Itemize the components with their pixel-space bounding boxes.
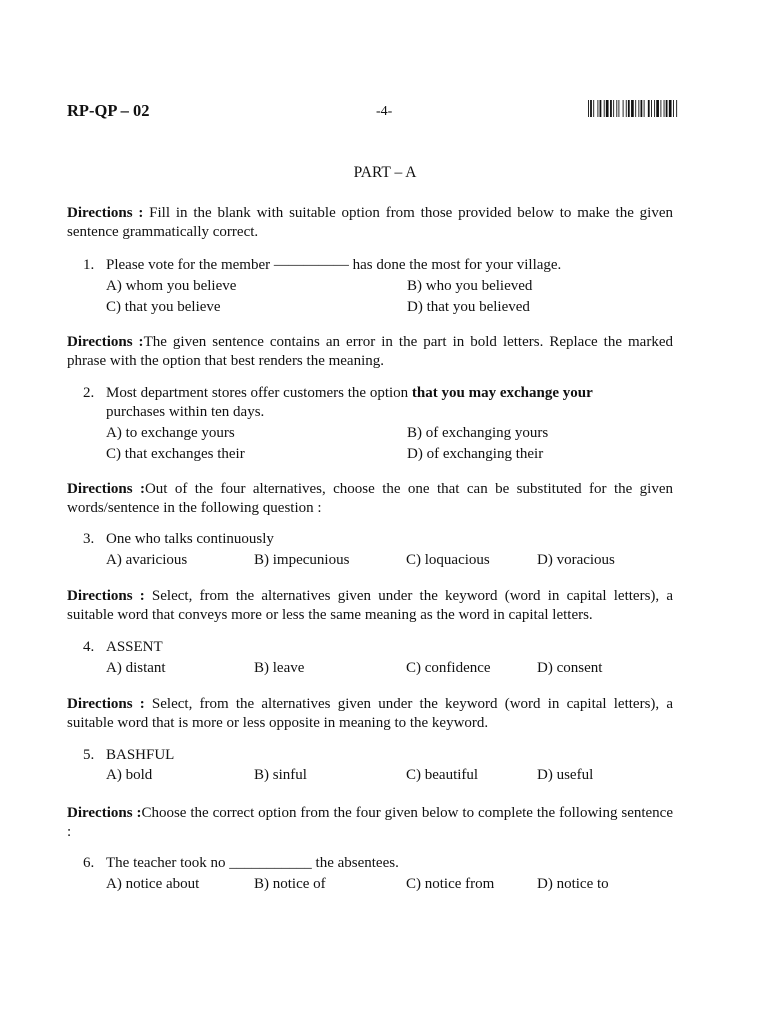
section-1 [67, 204, 673, 242]
option-b[interactable]: B) of exchanging yours [407, 425, 549, 441]
barcode-bar [588, 100, 589, 117]
barcode-bar [628, 100, 630, 117]
barcode-bar [610, 100, 612, 117]
barcode-bar [600, 100, 602, 117]
barcode-bar [669, 100, 672, 117]
option-b[interactable]: B) who you believed [407, 278, 533, 294]
barcode-bar [618, 100, 619, 117]
barcode-bar [654, 100, 655, 117]
question-text: ASSENT [106, 639, 163, 655]
question-text: Most department stores offer customers the option that you may exchange your [106, 385, 593, 401]
barcode-bar [660, 100, 661, 117]
question-number: 5. [83, 747, 95, 763]
section-4 [67, 587, 673, 625]
question-2 [67, 384, 673, 465]
part-title: PART – A [353, 164, 417, 181]
barcode-bar [613, 100, 614, 117]
directions-2: Directions :The given sentence contains an error in the part in bold letters. Replace the marked phrase with the option that best renders the meaning. [67, 334, 673, 369]
barcode-bar [631, 100, 634, 117]
barcode-image [588, 100, 704, 117]
directions-6: Directions :Choose the correct option from the four given below to complete the following sentence : [67, 805, 673, 840]
question-5 [67, 746, 673, 786]
option-a[interactable]: A) notice about [106, 876, 200, 892]
barcode-bar [616, 100, 617, 117]
option-d[interactable]: D) consent [537, 660, 603, 676]
option-c[interactable]: C) that exchanges their [106, 446, 245, 462]
barcode-bar [626, 100, 627, 117]
question-3 [67, 530, 673, 571]
question-bold-phrase: that you may exchange your [411, 385, 593, 401]
question-text: The teacher took no ___________ the absentees. [106, 855, 399, 871]
option-c[interactable]: C) that you believe [106, 299, 221, 315]
option-d[interactable]: D) voracious [537, 552, 615, 568]
barcode-bar [656, 100, 659, 117]
question-number: 1. [83, 257, 95, 273]
question-4 [67, 638, 673, 679]
option-b[interactable]: B) sinful [254, 767, 307, 783]
barcode-bar [597, 100, 598, 117]
option-c[interactable]: C) beautiful [406, 767, 479, 783]
barcode-bar [638, 100, 639, 117]
question-6 [67, 854, 673, 895]
barcode-bar [635, 100, 636, 117]
section-3 [67, 480, 673, 518]
barcode-bar [604, 100, 605, 117]
barcode-bar [641, 100, 643, 117]
barcode-bar [673, 100, 674, 117]
directions-3: Directions :Out of the four alternatives, choose the one that can be substituted for the given words/sentence in the following question : [67, 481, 673, 516]
question-text: One who talks continuously [106, 531, 274, 547]
barcode-bar [676, 100, 677, 117]
option-c[interactable]: C) loquacious [406, 552, 490, 568]
option-c[interactable]: C) notice from [406, 876, 495, 892]
question-number: 3. [83, 531, 95, 547]
question-number: 4. [83, 639, 95, 655]
option-a[interactable]: A) whom you believe [106, 278, 237, 294]
page-number: -4- [376, 104, 393, 119]
directions-1: Directions : Fill in the blank with suitable option from those provided below to make the given sentence grammatically correct. [67, 205, 673, 240]
option-a[interactable]: A) bold [106, 767, 153, 783]
barcode-bar [606, 100, 609, 117]
question-1 [67, 256, 673, 318]
option-c[interactable]: C) confidence [406, 660, 491, 676]
barcode-bar [664, 100, 665, 117]
barcode-bar [648, 100, 650, 117]
paper-code: RP-QP – 02 [67, 101, 150, 120]
barcode-bar [666, 100, 668, 117]
directions-4: Directions : Select, from the alternatives given under the keyword (word in capital letters), a suitable word that conveys more or less the same meaning as the word in capital letters. [67, 588, 673, 623]
question-text-continued: purchases within ten days. [106, 404, 265, 420]
question-text: Please vote for the member ————— has done the most for your village. [106, 257, 562, 273]
option-d[interactable]: D) that you believed [407, 299, 530, 315]
question-number: 2. [83, 385, 95, 401]
barcode-bar [590, 100, 592, 117]
option-b[interactable]: B) impecunious [254, 552, 350, 568]
section-5 [67, 695, 673, 733]
option-d[interactable]: D) notice to [537, 876, 609, 892]
option-a[interactable]: A) avaricious [106, 552, 188, 568]
option-d[interactable]: D) useful [537, 767, 594, 783]
option-d[interactable]: D) of exchanging their [407, 446, 544, 462]
directions-5: Directions : Select, from the alternatives given under the keyword (word in capital letters), a suitable word that is more or less opposite in meaning to the keyword. [67, 696, 673, 731]
barcode-bar [593, 100, 594, 117]
question-text: BASHFUL [106, 747, 175, 763]
barcode-bar [644, 100, 645, 117]
option-a[interactable]: A) distant [106, 660, 166, 676]
option-b[interactable]: B) notice of [254, 876, 326, 892]
barcode-bar [623, 100, 624, 117]
section-6 [67, 804, 673, 842]
option-a[interactable]: A) to exchange yours [106, 425, 235, 441]
option-b[interactable]: B) leave [254, 660, 305, 676]
section-2 [67, 333, 673, 371]
question-number: 6. [83, 855, 95, 871]
barcode-bar [651, 100, 652, 117]
